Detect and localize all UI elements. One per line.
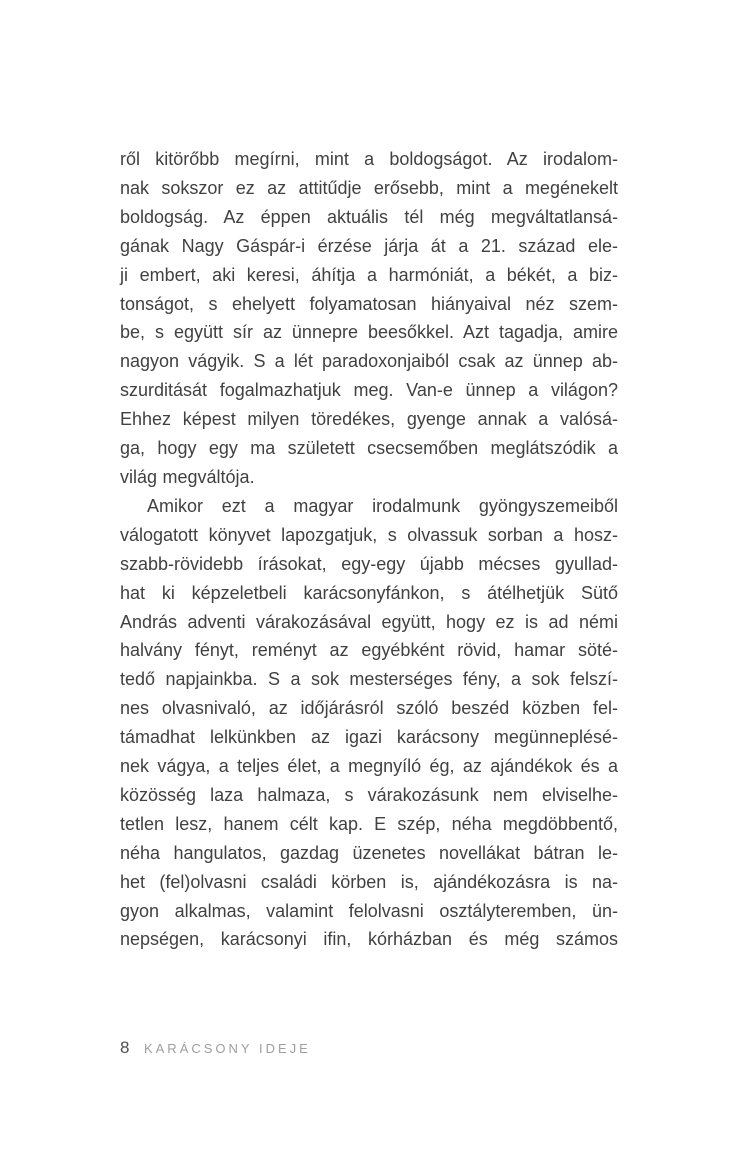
- paragraph: [120, 145, 618, 492]
- text-line: világ megváltója.: [120, 466, 255, 487]
- text-line: halvány fényt, reményt az egyébként rövid, hamar söté-: [120, 640, 618, 661]
- text-line: Amikor ezt a magyar irodalmunk gyöngyszemeiből: [147, 495, 618, 516]
- text-line: András adventi várakozásával együtt, hogy ez is ad némi: [120, 611, 618, 632]
- text-line: ről kitörőbb megírni, mint a boldogságot. Az irodalom-: [120, 149, 618, 169]
- text-line: nepségen, karácsonyi ifin, kórházban és még számos: [120, 929, 618, 950]
- text-line: nagyon vágyik. S a lét paradoxonjaiból csak az ünnep ab-: [120, 351, 618, 372]
- text-line: hat ki képzeletbeli karácsonyfánkon, s átélhetjük Sütő: [120, 582, 618, 603]
- text-line: ji embert, aki keresi, áhítja a harmóniát, a békét, a biz-: [120, 264, 618, 285]
- running-title: KARÁCSONY IDEJE: [143, 1041, 311, 1056]
- text-line: het (fel)olvasni családi körben is, ajándékozásra is na-: [120, 871, 618, 892]
- body-text: [120, 145, 618, 954]
- text-line: nes olvasnivaló, az időjárásról szóló beszéd közben fel-: [120, 698, 618, 719]
- text-line: gyon alkalmas, valamint felolvasni osztályteremben, ün-: [120, 900, 618, 921]
- text-line: be, s együtt sír az ünnepre beesőkkel. Azt tagadja, amire: [120, 322, 618, 343]
- text-line: néha hangulatos, gazdag üzenetes novellákat bátran le-: [120, 842, 618, 863]
- text-line: nak sokszor ez az attitűdje erősebb, mint a megénekelt: [120, 177, 618, 198]
- page-number: 8: [120, 1038, 130, 1057]
- text-line: Ehhez képest milyen töredékes, gyenge annak a valósá-: [120, 409, 618, 430]
- text-line: tetlen lesz, hanem célt kap. E szép, néha megdöbbentő,: [120, 813, 618, 834]
- text-line: gának Nagy Gáspár-i érzése járja át a 21. század ele-: [120, 235, 618, 256]
- text-line: szurditását fogalmazhatjuk meg. Van-e ünnep a világon?: [120, 380, 618, 401]
- text-line: ga, hogy egy ma született csecsemőben meglátszódik a: [120, 438, 618, 459]
- text-line: tedő napjainkba. S a sok mesterséges fény, a sok felszí-: [120, 669, 618, 690]
- text-line: közösség laza halmaza, s várakozásunk nem elviselhe-: [120, 784, 618, 805]
- text-line: tonságot, s ehelyett folyamatosan hiányaival néz szem-: [120, 293, 618, 314]
- text-line: boldogság. Az éppen aktuális tél még megváltatlansá-: [120, 206, 618, 227]
- text-line: válogatott könyvet lapozgatjuk, s olvassuk sorban a hosz-: [120, 524, 618, 545]
- text-line: nek vágya, a teljes élet, a megnyíló ég, az ajándékok és a: [120, 756, 618, 777]
- paragraph: [120, 492, 618, 955]
- page-footer: [120, 1038, 311, 1058]
- text-line: támadhat lelkünkben az igazi karácsony megünneplésé-: [120, 727, 618, 748]
- text-line: szabb-rövidebb írásokat, egy-egy újabb mécses gyullad-: [120, 553, 618, 574]
